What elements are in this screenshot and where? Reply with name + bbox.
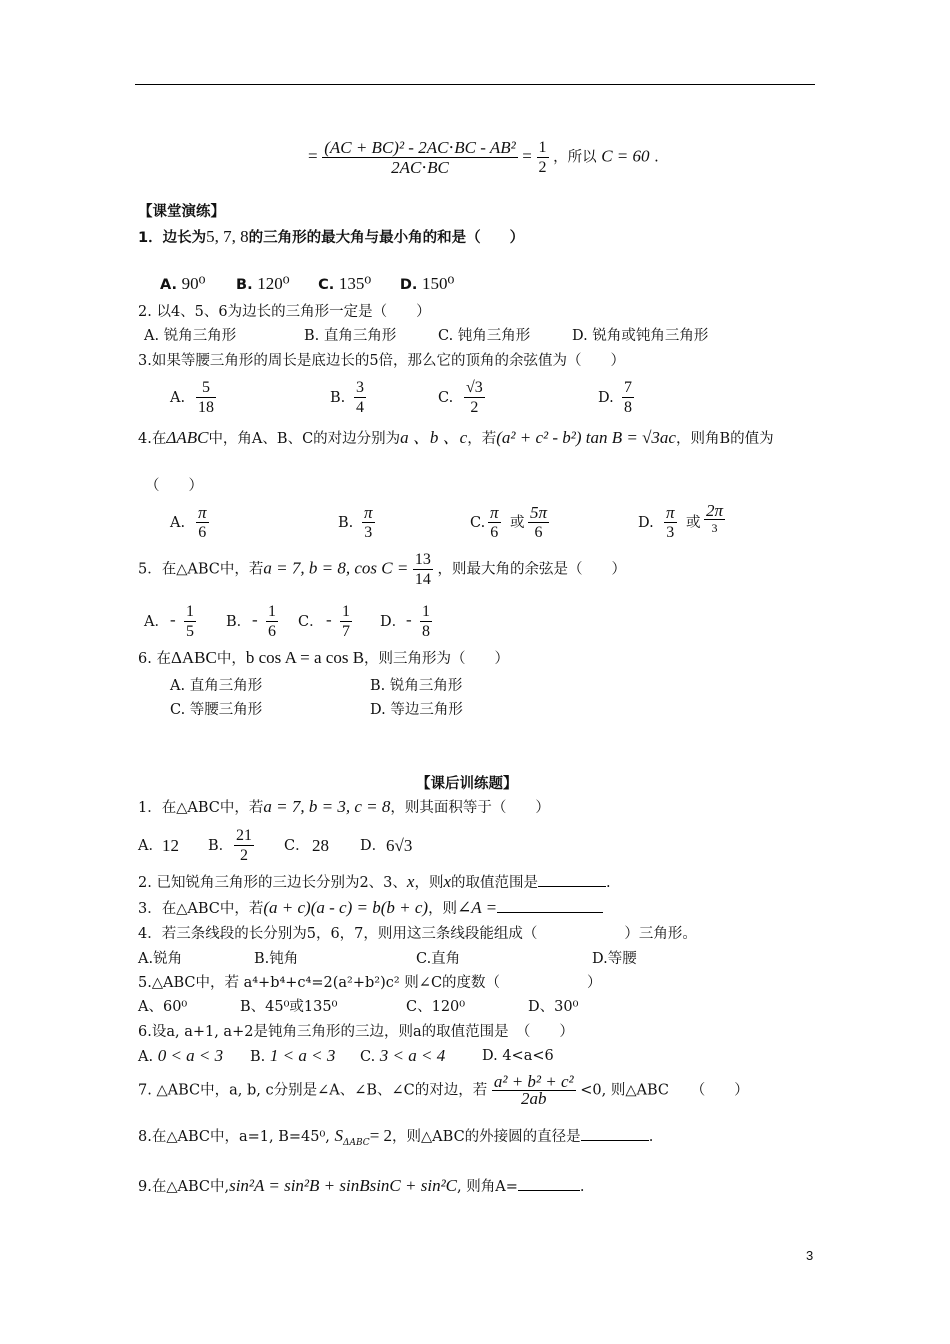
- homework-1: 1．在△ABC中，若a = 7, b = 3, c = 8，则其面积等于（ ）: [138, 797, 550, 816]
- question-1-options: A. 90⁰ B. 120⁰ C. 135⁰ D. 150⁰: [160, 274, 455, 293]
- answer-blank[interactable]: [518, 1176, 580, 1191]
- answer-blank[interactable]: [538, 872, 606, 887]
- answer-blank[interactable]: [581, 1126, 649, 1141]
- homework-6: 6.设a, a+1, a+2是钝角三角形的三边，则a的取值范围是 （ ）: [138, 1024, 574, 1040]
- page-number: 3: [806, 1248, 814, 1263]
- homework-2: 2. 已知锐角三角形的三边长分别为2、3、x，则x的取值范围是 .: [138, 872, 611, 891]
- question-5: 5．在△ABC中，若a = 7, b = 8, cos C = $\frac{13}{14}$ ，则最大角的余弦是（ ）: [138, 551, 627, 588]
- question-3: 3.如果等腰三角形的周长是底边长的5倍，那么它的顶角的余弦值为（ ）: [138, 353, 626, 369]
- question-6: 6. 在ΔABC中，b cos A = a cos B，则三角形为（ ）: [138, 648, 510, 667]
- homework-4: 4．若三条线段的长分别为5，6，7，则用这三条线段能组成（ ）三角形。: [138, 926, 697, 942]
- homework-7: 7. △ABC中，a, b, c分别是∠A、∠B、∠C的对边，若 $\frac{\text{a² + b² + c²}}{2ab}$ <0, 则△ABC （ ）: [138, 1072, 749, 1108]
- question-3-options: A. $\frac{5}{18}$ B. $\frac{3}{4}$ C. $\frac{√3}{2}$ D. $\frac{7}{8}$: [170, 379, 632, 416]
- homework-1-options: A． 12 B． $\frac{21}{2}$ C． 28 D． 6√3: [138, 827, 413, 864]
- homework-8: 8.在△ABC中，a=1, B=45⁰, $S_{\Delta ABC}= 2$，则△ABC的外接圆的直径是 .: [138, 1126, 654, 1148]
- answer-blank[interactable]: [497, 898, 603, 913]
- question-2: 2. 以4、5、6为边长的三角形一定是（ ）: [138, 304, 431, 320]
- formula-top: = $\frac{\text{(AC + BC)² - 2AC⋅BC - AB²}}{2AC\cdot BC}$ = $\frac{1}{2}$ ，所以 C = 60 .: [308, 138, 659, 177]
- homework-9: 9.在△ABC中,sin²A = sin²B + sinBsinC + sin²C, 则角A= .: [138, 1176, 585, 1195]
- question-4-paren: （ ）: [145, 478, 203, 494]
- homework-4-options: A.锐角 B.钝角 C.直角 D.等腰: [138, 951, 637, 967]
- homework-5-options: A、60⁰ B、45⁰或135⁰ C、120⁰ D、30⁰: [138, 999, 579, 1015]
- question-4: 4.在ΔABC中，角A、B、C的对边分别为a 、b 、c，若(a² + c² - b²) tan B = √3ac，则角B的值为: [138, 428, 774, 447]
- header-rule: [135, 84, 815, 85]
- homework-3: 3．在△ABC中，若(a + c)(a - c) = b(b + c)，则∠A =: [138, 898, 603, 919]
- question-6-options-row1: A. 直角三角形 B. 锐角三角形: [170, 678, 463, 694]
- section-title-homework: 【课后训练题】: [416, 776, 518, 792]
- question-6-options-row2: C. 等腰三角形 D. 等边三角形: [170, 702, 463, 718]
- homework-6-options: A. 0 < a < 3 B. 1 < a < 3 C. 3 < a < 4 D. 4<a<6: [138, 1046, 554, 1065]
- homework-5: 5.△ABC中，若 a⁴+b⁴+c⁴=2(a²+b²)c² 则∠C的度数（ ）: [138, 975, 602, 991]
- question-1: 1．边长为5, 7, 8的三角形的最大角与最小角的和是（ ）: [138, 227, 525, 246]
- question-4-options: A. $\frac{\pi}{6}$ B. $\frac{\pi}{3}$ C. $\frac{\pi}{6}$ 或 $\frac{5\pi}{6}$ D. $\frac{\pi}{3}$ 或 2π 3: [170, 501, 724, 541]
- question-2-options: A. 锐角三角形 B. 直角三角形 C. 钝角三角形 D. 锐角或钝角三角形: [144, 328, 709, 344]
- section-title-practice: 【课堂演练】: [138, 204, 225, 220]
- question-5-options: A． - $\frac{1}{5}$ B． - $\frac{1}{6}$ C． - $\frac{1}{7}$ D． - $\frac{1}{8}$: [144, 603, 430, 640]
